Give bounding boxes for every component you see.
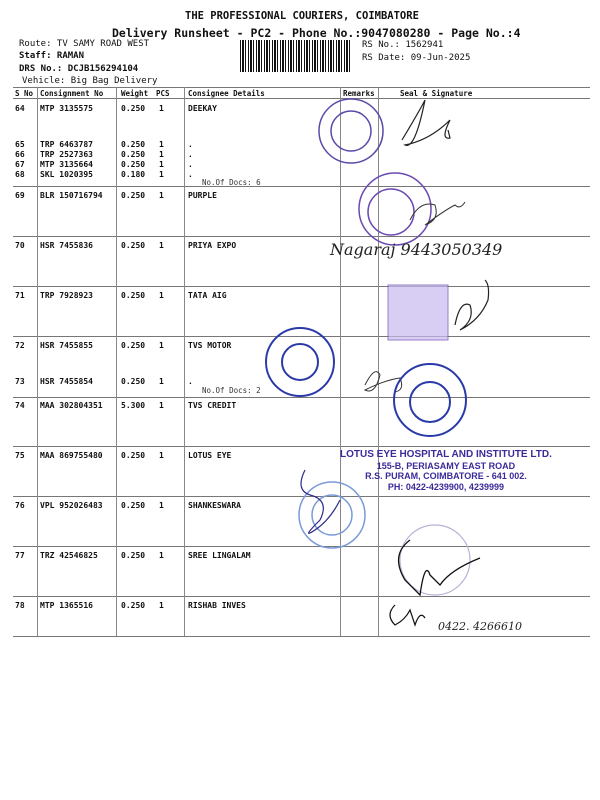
- cell-wt: 5.300: [121, 401, 146, 410]
- cell-pcs: 1: [159, 501, 164, 510]
- stamp-line: 155-B, PERIASAMY EAST ROAD: [376, 460, 516, 471]
- cell-wt: 0.250: [121, 291, 146, 300]
- cell-cn: HSR 7455855: [40, 341, 93, 350]
- cell-sno: 65: [15, 140, 25, 149]
- cell-wt: 0.250: [121, 341, 146, 350]
- cell-wt: 0.180: [121, 170, 146, 179]
- col-header-weight: Weight: [121, 89, 149, 98]
- cell-cn: VPL 952026483: [40, 501, 103, 510]
- cell-pcs: 1: [159, 104, 164, 113]
- cell-sno: 71: [15, 291, 25, 300]
- cell-pcs: 1: [159, 160, 164, 169]
- cell-sno: 76: [15, 501, 25, 510]
- cell-wt: 0.250: [121, 551, 146, 560]
- tvs-motor-stamp: [266, 328, 334, 396]
- cell-wt: 0.250: [121, 601, 146, 610]
- sree-lingalam-stamp: [400, 525, 470, 595]
- cell-sno: 67: [15, 160, 25, 169]
- cell-wt: 0.250: [121, 150, 146, 159]
- cell-cn: MAA 302804351: [40, 401, 103, 410]
- cell-cn: TRP 6463787: [40, 140, 93, 149]
- cell-sno: 70: [15, 241, 25, 250]
- cell-pcs: 1: [159, 291, 164, 300]
- signature: [410, 202, 465, 225]
- cell-consignee: .: [188, 150, 193, 159]
- cell-sno: 66: [15, 150, 25, 159]
- stamp-line: LOTUS EYE HOSPITAL AND INSTITUTE LTD.: [340, 449, 552, 460]
- signature: [390, 605, 425, 625]
- signature: [301, 470, 340, 533]
- docs-count: No.Of Docs: 6: [202, 178, 261, 187]
- cell-consignee: .: [188, 170, 193, 179]
- rs-number: RS No.: 1562941: [362, 40, 444, 50]
- cell-wt: 0.250: [121, 140, 146, 149]
- route: Route: TV SAMY ROAD WEST: [19, 39, 150, 49]
- cell-cn: HSR 7455836: [40, 241, 93, 250]
- cell-wt: 0.250: [121, 451, 146, 460]
- cell-consignee: SHANKESWARA: [188, 501, 241, 510]
- cell-sno: 78: [15, 601, 25, 610]
- cell-wt: 0.250: [121, 501, 146, 510]
- cell-cn: MTP 3135575: [40, 104, 93, 113]
- purple-bay-stamp: [359, 173, 431, 245]
- signature: [455, 280, 489, 330]
- cell-sno: 74: [15, 401, 25, 410]
- cell-wt: 0.250: [121, 104, 146, 113]
- cell-consignee: .: [188, 377, 193, 386]
- stamp-line: R.S. PURAM, COIMBATORE - 641 002.: [365, 471, 527, 481]
- cell-consignee: DEEKAY: [188, 104, 217, 113]
- cell-pcs: 1: [159, 601, 164, 610]
- rs-date: RS Date: 09-Jun-2025: [362, 53, 471, 63]
- cell-cn: HSR 7455854: [40, 377, 93, 386]
- cell-pcs: 1: [159, 341, 164, 350]
- cell-consignee: PURPLE: [188, 191, 217, 200]
- cell-sno: 73: [15, 377, 25, 386]
- cell-pcs: 1: [159, 241, 164, 250]
- cell-sno: 77: [15, 551, 25, 560]
- cell-wt: 0.250: [121, 160, 146, 169]
- cell-consignee: PRIYA EXPO: [188, 241, 237, 250]
- runsheet-title: Delivery Runsheet - PC2 - Phone No.:9047080280 - Page No.:4: [112, 26, 521, 40]
- vehicle: Vehicle: Big Bag Delivery: [22, 76, 158, 86]
- col-header-consignment: Consignment No: [40, 89, 104, 98]
- col-header-pcs: PCS: [156, 89, 170, 98]
- cell-cn: TRP 2527363: [40, 150, 93, 159]
- cell-pcs: 1: [159, 377, 164, 386]
- cell-cn: TRP 7928923: [40, 291, 93, 300]
- cell-cn: TRZ 42546825: [40, 551, 98, 560]
- company-name: THE PROFESSIONAL COURIERS, COIMBATORE: [185, 10, 419, 22]
- handwritten-phone: 0422. 4266610: [438, 620, 522, 633]
- cell-wt: 0.250: [121, 377, 146, 386]
- cell-pcs: 1: [159, 401, 164, 410]
- cell-pcs: 1: [159, 170, 164, 179]
- cell-consignee: LOTUS EYE: [188, 451, 232, 460]
- cell-pcs: 1: [159, 150, 164, 159]
- cell-consignee: .: [188, 160, 193, 169]
- cell-wt: 0.250: [121, 191, 146, 200]
- cell-cn: MAA 869755480: [40, 451, 103, 460]
- drs-number: DRS No.: DCJB156294104: [19, 64, 139, 74]
- cell-wt: 0.250: [121, 241, 146, 250]
- lotus-eye-stamp: [340, 450, 552, 492]
- col-header-remarks: Remarks: [343, 89, 375, 98]
- cell-cn: SKL 1020395: [40, 170, 93, 179]
- stamp: [388, 285, 448, 340]
- handwritten-contact: Nagaraj 9443050349: [330, 240, 503, 259]
- cell-sno: 68: [15, 170, 25, 179]
- cell-consignee: TVS CREDIT: [188, 401, 237, 410]
- cell-consignee: TATA AIG: [188, 291, 227, 300]
- staff: Staff: RAMAN: [19, 51, 85, 61]
- cell-pcs: 1: [159, 551, 164, 560]
- col-header-consignee: Consignee Details: [188, 89, 265, 98]
- cell-cn: MTP 3135664: [40, 160, 93, 169]
- cell-cn: MTP 1365516: [40, 601, 93, 610]
- cell-pcs: 1: [159, 191, 164, 200]
- deekay-stamp: [319, 99, 383, 163]
- cell-consignee: RISHAB INVES: [188, 601, 246, 610]
- col-header-seal-signature: Seal & Signature: [400, 89, 473, 98]
- signature: [402, 100, 450, 145]
- docs-count: No.Of Docs: 2: [202, 386, 261, 395]
- col-header-sno: S No: [15, 89, 34, 98]
- cell-consignee: TVS MOTOR: [188, 341, 232, 350]
- cell-consignee: SREE LINGALAM: [188, 551, 251, 560]
- cell-sno: 64: [15, 104, 25, 113]
- cell-sno: 72: [15, 341, 25, 350]
- cell-cn: BLR 150716794: [40, 191, 103, 200]
- cell-consignee: .: [188, 140, 193, 149]
- cell-sno: 69: [15, 191, 25, 200]
- cell-sno: 75: [15, 451, 25, 460]
- cell-pcs: 1: [159, 140, 164, 149]
- stamp-line: PH: 0422-4239900, 4239999: [387, 481, 504, 492]
- tvs-credit-stamp: [394, 364, 466, 436]
- cell-pcs: 1: [159, 451, 164, 460]
